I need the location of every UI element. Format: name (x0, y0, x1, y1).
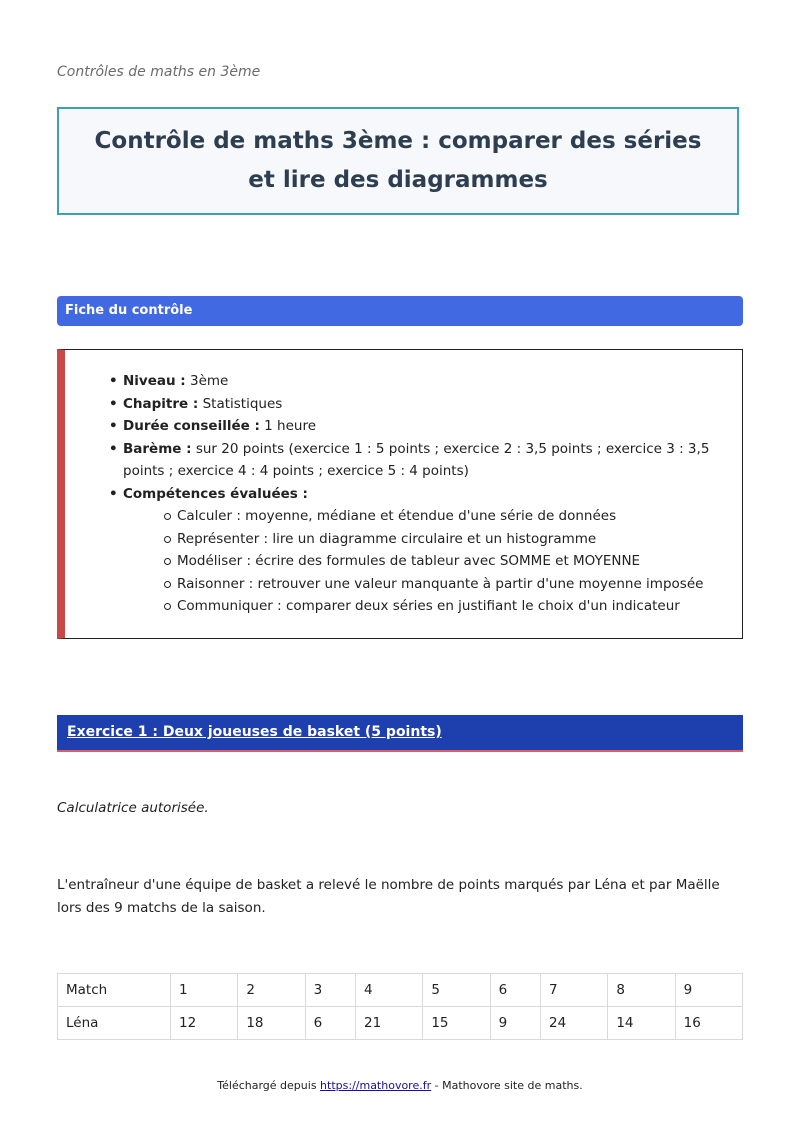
scores-table (57, 973, 743, 1040)
fiche-label: Niveau : (123, 373, 186, 389)
fiche-item-chapitre (109, 393, 729, 416)
table-cell: 21 (356, 1007, 423, 1040)
fiche-value: sur 20 points (exercice 1 : 5 points ; exercice 2 : 3,5 points ; exercice 3 : 3,5 points ; exercice 4 : 4 points ; exercice 5 : 4 points) (123, 440, 710, 479)
table-cell: 9 (490, 1007, 540, 1040)
table-cell: 12 (171, 1007, 238, 1040)
fiche-value: 3ème (190, 373, 229, 389)
table-cell: 6 (305, 1007, 355, 1040)
competence-item: Représenter : lire un diagramme circulaire et un histogramme (163, 528, 729, 551)
fiche-box (57, 349, 743, 639)
fiche-list (109, 370, 729, 618)
fiche-item-competences (109, 483, 729, 618)
table-cell: 18 (238, 1007, 305, 1040)
table-cell: 15 (423, 1007, 490, 1040)
table-cell: 6 (490, 974, 540, 1007)
fiche-label: Chapitre : (123, 395, 199, 412)
competence-item: Calculer : moyenne, médiane et étendue d'une série de données (163, 505, 729, 528)
table-cell: 1 (171, 974, 238, 1007)
table-cell: Léna (58, 1007, 171, 1040)
table-row (58, 1007, 743, 1040)
fiche-label: Compétences évaluées : (123, 485, 308, 502)
competence-item: Raisonner : retrouver une valeur manquante à partir d'une moyenne imposée (163, 573, 729, 596)
table-cell: 9 (675, 974, 742, 1007)
title-box (57, 107, 739, 215)
table-row (58, 974, 743, 1007)
fiche-header: Fiche du contrôle (57, 296, 743, 326)
footer-link[interactable]: https://mathovore.fr (320, 1079, 432, 1092)
table-cell: 2 (238, 974, 305, 1007)
table-cell: 3 (305, 974, 355, 1007)
table-cell: 8 (608, 974, 675, 1007)
fiche-item-duree (109, 415, 729, 438)
breadcrumb: Contrôles de maths en 3ème (57, 64, 261, 80)
competences-list (123, 505, 729, 618)
table-cell: 24 (541, 1007, 608, 1040)
competence-item: Communiquer : comparer deux séries en justifiant le choix d'un indicateur (163, 595, 729, 618)
exercise-paragraph: L'entraîneur d'une équipe de basket a relevé le nombre de points marqués par Léna et par Maëlle lors des 9 matchs de la saison. (57, 877, 720, 916)
fiche-value: Statistiques (202, 395, 283, 412)
fiche-item-niveau (109, 370, 729, 393)
fiche-value: 1 heure (264, 418, 317, 434)
exercise-1-header[interactable]: Exercice 1 : Deux joueuses de basket (5 points) (57, 715, 743, 752)
fiche-label: Barème : (123, 440, 192, 457)
fiche-label: Durée conseillée : (123, 418, 260, 434)
page-title: Contrôle de maths 3ème : comparer des séries et lire des diagrammes (94, 128, 702, 193)
table-cell: 7 (541, 974, 608, 1007)
table-cell: 4 (356, 974, 423, 1007)
table-cell: 16 (675, 1007, 742, 1040)
calculator-note: Calculatrice autorisée. (57, 800, 209, 816)
table-cell: 5 (423, 974, 490, 1007)
footer-prefix: Téléchargé depuis (217, 1079, 321, 1092)
fiche-item-bareme (109, 438, 729, 483)
table-cell: Match (58, 974, 171, 1007)
table-cell: 14 (608, 1007, 675, 1040)
footer-suffix: - Mathovore site de maths. (431, 1079, 583, 1092)
competence-item: Modéliser : écrire des formules de tableur avec SOMME et MOYENNE (163, 550, 729, 573)
footer (0, 1079, 800, 1092)
